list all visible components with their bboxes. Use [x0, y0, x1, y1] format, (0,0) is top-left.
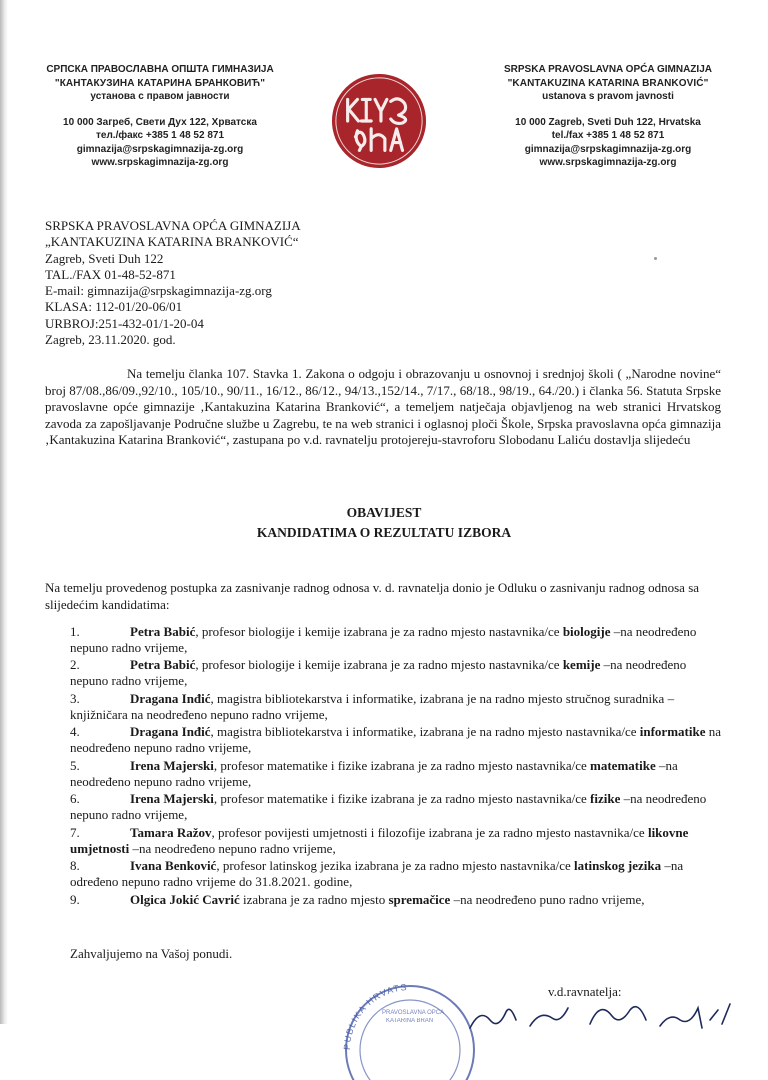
item-number: 1.: [70, 624, 80, 639]
letterhead-cyr-address: 10 000 Загреб, Свети Дух 122, Хрватска: [63, 116, 257, 128]
signature-label: v.d.ravnatelja:: [548, 984, 622, 999]
candidate-subject: likovne umjetnosti: [70, 824, 689, 856]
candidate-text: , profesor povijesti umjetnosti i filozofije izabrana je za radno mjesto nastavnika/ce: [211, 824, 648, 840]
letterhead-lat-address: 10 000 Zagreb, Sveti Duh 122, Hrvatska: [515, 116, 701, 128]
letterhead-cyr-line1: СРПСКА ПРАВОСЛАВНА ОПШТА ГИМНАЗИЈА: [46, 64, 274, 75]
candidate-subject: matematike: [590, 757, 656, 773]
list-item: [70, 758, 725, 790]
item-number: 4.: [70, 724, 80, 740]
list-item: [70, 691, 725, 723]
candidate-name: Tamara Ražov: [130, 824, 212, 840]
intro-paragraph: Na temelju članka 107. Stavka 1. Zakona o odgoju i obrazovanju u osnovnoj i srednjoj školi ( „Narodne novine“ broj 87/08.,86/09.,92/10., 105/10., 90/11., 16/12., 86/12., 94/13.,152/14., 7/17., 68/18., 98/19., 64./20.) i članka 56. Statuta Srpske pravoslavne opće gimnazije ‚Kantakuzina Katarina Branković“, a temeljem natječaja objavljenog na web stranici Hrvatskog zavoda za zapošljavanje Područne službe u Zagrebu, te na web stranici i oglasnoj ploči Škole, Srpska pravoslavna opća gimnazija ‚Kantakuzina Katarina Branković“, zastupana po v.d. ravnatelju protojereju-stavroforu Slobodanu Laliću dostavlja slijedeću: [45, 366, 721, 447]
letterhead-cyr-web: www.srpskagimnazija-zg.org: [91, 157, 229, 168]
list-item: [70, 892, 725, 908]
candidate-name: Petra Babić: [130, 624, 196, 639]
notice-title: OBAVIJEST: [346, 505, 422, 520]
candidate-list: [70, 624, 725, 910]
letterhead-cyr-email: gimnazija@srpskagimnazija-zg.org: [76, 143, 244, 155]
letterhead-cyrillic: [40, 63, 280, 170]
sender-address: Zagreb, Sveti Duh 122: [45, 250, 164, 266]
candidate-text-end: na neodređeno nepuno radno vrijeme,: [70, 724, 722, 756]
list-item: [70, 657, 725, 689]
scan-speck: [654, 257, 657, 260]
candidate-name: Petra Babić: [130, 657, 196, 673]
candidate-subject: latinskog jezika: [574, 858, 662, 874]
item-number: 9.: [70, 891, 80, 907]
letterhead-lat-line3: ustanova s pravom javnosti: [542, 91, 674, 102]
candidate-text: , magistra bibliotekarstva i informatike, izabrana je na radno mjesto stručnog suradnika – knjižničara na neodređeno nepuno radno vrijeme,: [70, 690, 675, 722]
candidate-text: , profesor latinskog jezika izabrana je za radno mjesto nastavnika/ce: [216, 858, 575, 874]
letterhead-lat-web: www.srpskagimnazija-zg.org: [539, 157, 677, 168]
letterhead-lat-email: gimnazija@srpskagimnazija-zg.org: [524, 143, 692, 155]
candidate-subject: kemije: [562, 657, 601, 673]
candidate-text-end: –na neodređeno nepuno radno vrijeme,: [70, 791, 707, 823]
list-item: [70, 825, 725, 857]
letterhead-lat-line1: SRPSKA PRAVOSLAVNA OPĆA GIMNAZIJA: [504, 64, 712, 75]
candidate-text-end: –na neodređeno nepuno radno vrijeme,: [70, 624, 697, 655]
letterhead-lat-line2: "KANTAKUZINA KATARINA BRANKOVIĆ": [507, 77, 709, 89]
sender-fax: TAL./FAX 01-48-52-871: [45, 266, 176, 282]
svg-text:PUBLIKA HRVATS: PUBLIKA HRVATS: [341, 981, 409, 1051]
letterhead-cyr-line3: установа с правом јавности: [90, 91, 230, 102]
letterhead-cyr-line2: "КАНТАКУЗИНА КАТАРИНА БРАНКОВИЋ": [54, 77, 266, 89]
school-emblem-logo: [330, 72, 428, 170]
candidate-text: , magistra bibliotekarstva i informatike, izabrana je na radno mjesto nastavnika/ce: [210, 724, 640, 740]
sender-block: [45, 218, 465, 348]
notice-subtitle: KANDIDATIMA O REZULTATU IZBORA: [256, 525, 512, 540]
handwritten-signature: [440, 990, 740, 1030]
candidate-text: , profesor biologije i kemije izabrana je za radno mjesto nastavnika/ce: [195, 657, 563, 673]
candidate-text: , profesor matematike i fizike izabrana je za radno mjesto nastavnika/ce: [213, 757, 591, 773]
letterhead-latin: [484, 63, 732, 170]
letterhead-cyr-phone: тел./факс +385 1 48 52 871: [95, 130, 225, 141]
candidate-name: Irena Majerski: [130, 791, 214, 807]
sender-line1: SRPSKA PRAVOSLAVNA OPĆA GIMNAZIJA: [45, 218, 301, 233]
candidate-text: izabrana je za radno mjesto: [239, 891, 389, 907]
candidate-text-end: –na neodređeno nepuno radno vrijeme,: [70, 657, 687, 689]
sender-email: E-mail: gimnazija@srpskagimnazija-zg.org: [45, 283, 272, 299]
candidate-subject: informatike: [639, 724, 706, 740]
candidate-text-end: –na neodređeno nepuno radno vrijeme,: [129, 840, 336, 856]
candidate-text-end: –na neodređeno nepuno radno vrijeme,: [70, 757, 678, 789]
candidate-name: Dragana Inđić: [130, 690, 211, 706]
list-item: [70, 858, 725, 890]
item-number: 6.: [70, 791, 80, 807]
candidate-subject: fizike: [590, 791, 621, 807]
svg-text:PRAVOSLAVNA OPĆA: PRAVOSLAVNA OPĆA: [382, 1010, 445, 1016]
list-item: [70, 724, 725, 756]
sender-klasa: KLASA: 112-01/20-06/01: [45, 299, 183, 315]
lead-paragraph: Na temelju provedenog postupka za zasnivanje radnog odnosa v. d. ravnatelja donio je Odluku o zasnivanju radnog odnosa sa slijedećim kandidatima:: [45, 580, 700, 612]
candidate-text-end: –na određeno nepuno radno vrijeme do 31.8.2021. godine,: [70, 858, 684, 890]
candidate-text-end: –na neodređeno puno radno vrijeme,: [450, 891, 645, 907]
candidate-subject: spremačice: [388, 891, 451, 907]
item-number: 2.: [70, 657, 80, 673]
sender-line2: „KANTAKUZINA KATARINA BRANKOVIĆ“: [45, 234, 299, 250]
list-item: [70, 624, 725, 656]
list-item: [70, 791, 725, 823]
item-number: 3.: [70, 690, 80, 706]
svg-text:KATARINA BRAN: KATARINA BRAN: [386, 1018, 434, 1024]
letterhead-lat-phone: tel./fax +385 1 48 52 871: [551, 130, 665, 141]
candidate-name: Dragana Inđić: [130, 724, 211, 740]
item-number: 5.: [70, 757, 80, 773]
sender-urbroj: URBROJ:251-432-01/1-20-04: [45, 315, 204, 331]
candidate-name: Ivana Benković: [130, 858, 217, 874]
sender-date: Zagreb, 23.11.2020. god.: [45, 332, 176, 348]
closing-thanks: Zahvaljujemo na Vašoj ponudi.: [70, 946, 233, 961]
candidate-subject: biologije: [562, 624, 611, 639]
candidate-name: Olgica Jokić Cavrić: [130, 891, 240, 907]
candidate-text: , profesor matematike i fizike izabrana je za radno mjesto nastavnika/ce: [213, 791, 591, 807]
item-number: 7.: [70, 824, 80, 840]
item-number: 8.: [70, 858, 80, 874]
candidate-name: Irena Majerski: [130, 757, 214, 773]
candidate-text: , profesor biologije i kemije izabrana je za radno mjesto nastavnika/ce: [195, 624, 563, 639]
